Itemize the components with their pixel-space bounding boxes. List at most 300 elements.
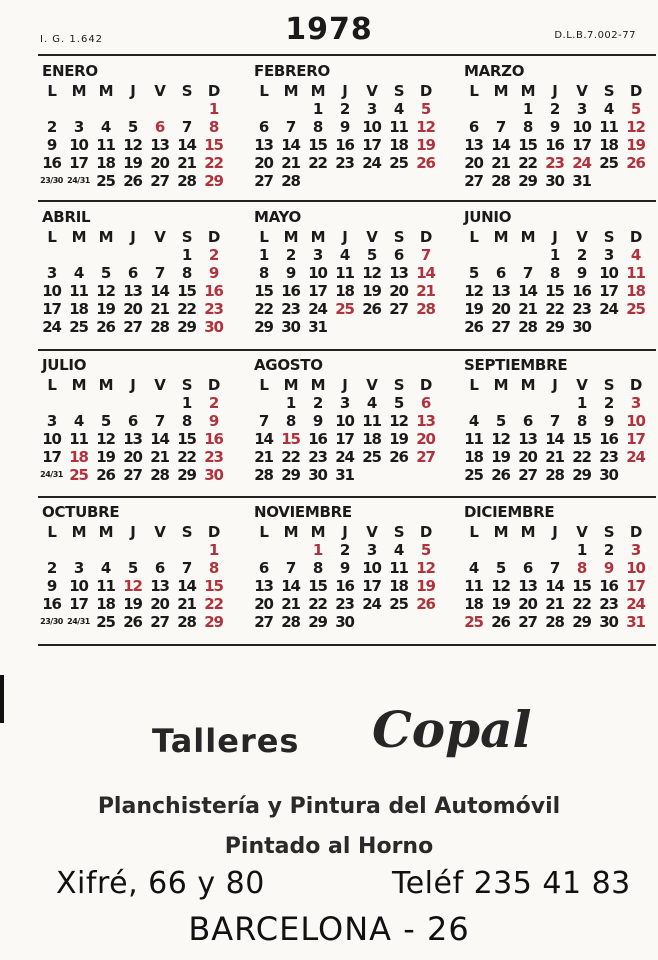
weekday-label: M [98, 523, 113, 541]
day-cell: 14 [518, 282, 537, 300]
day-cell: 16 [335, 136, 354, 154]
day-cell: 22 [572, 448, 591, 466]
week-row [250, 595, 440, 613]
day-cell: 6 [522, 412, 533, 430]
day-cell: 20 [518, 595, 537, 613]
day-cell: 16 [204, 282, 223, 300]
day-cell: 17 [69, 154, 88, 172]
weekday-label: L [47, 523, 56, 541]
day-cell: 7 [154, 264, 165, 282]
day-cell: 1 [285, 394, 296, 412]
day-cell: 14 [150, 282, 169, 300]
month-name: JUNIO [464, 208, 512, 226]
day-cell: 21 [254, 448, 273, 466]
day-cell: 1 [522, 100, 533, 118]
day-cell: 1 [549, 246, 560, 264]
month-name: OCTUBRE [42, 503, 120, 521]
day-cell: 4 [393, 541, 404, 559]
day-cell: 5 [393, 394, 404, 412]
day-cell: 20 [518, 448, 537, 466]
day-cell: 7 [285, 559, 296, 577]
day-cell: 21 [491, 154, 510, 172]
weekday-label: M [71, 228, 86, 246]
weekday-label: D [629, 376, 642, 394]
week-row [460, 118, 650, 136]
month-name: JULIO [42, 356, 87, 374]
day-cell: 25 [69, 318, 88, 336]
weekday-label: D [419, 228, 432, 246]
day-cell: 8 [312, 559, 323, 577]
day-cell: 22 [572, 595, 591, 613]
day-cell: 8 [258, 264, 269, 282]
day-cell: 10 [362, 118, 381, 136]
day-cell: 27 [123, 318, 142, 336]
day-cell: 21 [177, 154, 196, 172]
day-cell: 27 [416, 448, 435, 466]
day-grid [460, 376, 650, 484]
weekday-label: S [603, 82, 614, 100]
day-cell: 7 [181, 118, 192, 136]
weekday-label: M [283, 376, 298, 394]
day-cell: 2 [312, 394, 323, 412]
day-cell: 8 [549, 264, 560, 282]
day-cell: 2 [549, 100, 560, 118]
weekday-label: V [154, 228, 165, 246]
day-cell: 2 [46, 118, 57, 136]
day-cell: 5 [127, 559, 138, 577]
weekday-label: M [71, 82, 86, 100]
day-cell: 16 [308, 430, 327, 448]
legal-deposit-code: D.L.B.7.002-77 [554, 30, 636, 41]
day-cell: 8 [208, 118, 219, 136]
day-cell: 19 [362, 282, 381, 300]
address: Xifré, 66 y 80 [56, 866, 265, 901]
month-octubre [38, 503, 238, 643]
day-cell: 27 [518, 613, 537, 631]
day-cell: 27 [254, 613, 273, 631]
day-cell: 30 [572, 318, 591, 336]
day-grid [250, 523, 440, 631]
week-row [38, 100, 228, 118]
year-title: 1978 [285, 12, 373, 47]
weekday-label: M [310, 376, 325, 394]
week-row [38, 430, 228, 448]
day-cell: 18 [389, 136, 408, 154]
day-cell: 18 [464, 595, 483, 613]
day-cell: 3 [339, 394, 350, 412]
day-cell: 29 [254, 318, 273, 336]
day-cell: 4 [393, 100, 404, 118]
day-cell: 31 [626, 613, 645, 631]
weekday-label: S [181, 228, 192, 246]
weekday-header [460, 228, 650, 246]
day-cell: 30 [204, 466, 223, 484]
day-cell: 26 [123, 613, 142, 631]
weekday-label: L [259, 523, 268, 541]
weekday-label: J [552, 228, 557, 246]
day-cell: 8 [576, 559, 587, 577]
month-marzo [460, 62, 658, 202]
day-cell: 7 [285, 118, 296, 136]
rule-row2 [38, 349, 656, 351]
day-cell: 19 [123, 595, 142, 613]
day-cell: 19 [626, 136, 645, 154]
day-cell: 28 [254, 466, 273, 484]
weekday-label: V [576, 376, 587, 394]
weekday-label: M [71, 523, 86, 541]
week-row [38, 394, 228, 412]
weekday-label: L [47, 82, 56, 100]
day-cell: 19 [123, 154, 142, 172]
day-cell: 29 [177, 318, 196, 336]
day-cell: 13 [518, 430, 537, 448]
weekday-label: S [181, 523, 192, 541]
day-cell: 7 [154, 412, 165, 430]
weekday-label: J [552, 82, 557, 100]
day-cell: 28 [177, 172, 196, 190]
weekday-header [460, 376, 650, 394]
weekday-header [460, 82, 650, 100]
weekday-label: J [342, 82, 347, 100]
day-cell: 12 [96, 430, 115, 448]
weekday-label: V [576, 82, 587, 100]
day-cell: 19 [96, 448, 115, 466]
day-cell: 19 [491, 448, 510, 466]
day-cell: 24 [599, 300, 618, 318]
day-grid [250, 82, 440, 190]
brand-copal-logo: Copal [372, 700, 532, 759]
day-cell: 17 [69, 595, 88, 613]
day-cell: 9 [46, 136, 57, 154]
day-cell: 21 [281, 154, 300, 172]
day-cell: 17 [572, 136, 591, 154]
week-row [460, 300, 650, 318]
day-cell: 8 [208, 559, 219, 577]
day-cell: 30 [599, 613, 618, 631]
day-cell: 13 [123, 282, 142, 300]
weekday-label: J [130, 523, 135, 541]
day-cell: 30 [308, 466, 327, 484]
day-cell: 23 [545, 154, 564, 172]
day-cell: 7 [181, 559, 192, 577]
week-row [250, 613, 440, 631]
weekday-label: V [154, 82, 165, 100]
month-name: DICIEMBRE [464, 503, 555, 521]
day-cell: 22 [204, 595, 223, 613]
day-cell: 26 [491, 613, 510, 631]
day-cell: 17 [626, 577, 645, 595]
print-code: I. G. 1.642 [40, 34, 104, 45]
day-cell: 9 [603, 412, 614, 430]
week-row [460, 282, 650, 300]
day-cell: 13 [389, 264, 408, 282]
weekday-label: L [469, 523, 478, 541]
day-cell: 2 [339, 100, 350, 118]
day-cell: 6 [127, 264, 138, 282]
day-cell: 31 [308, 318, 327, 336]
day-cell: 17 [362, 136, 381, 154]
weekday-label: M [310, 228, 325, 246]
day-cell: 29 [204, 613, 223, 631]
day-cell: 24/31 [67, 617, 90, 626]
day-cell: 15 [281, 430, 300, 448]
day-cell: 29 [177, 466, 196, 484]
day-cell: 30 [281, 318, 300, 336]
day-cell: 11 [362, 412, 381, 430]
day-cell: 6 [258, 118, 269, 136]
day-cell: 19 [491, 595, 510, 613]
weekday-label: M [310, 82, 325, 100]
day-cell: 9 [208, 264, 219, 282]
day-cell: 10 [626, 559, 645, 577]
week-row [250, 282, 440, 300]
weekday-label: M [493, 376, 508, 394]
week-row [250, 466, 440, 484]
day-cell: 17 [626, 430, 645, 448]
day-cell: 15 [572, 430, 591, 448]
day-cell: 3 [366, 100, 377, 118]
weekday-label: M [283, 228, 298, 246]
day-cell: 1 [576, 394, 587, 412]
day-cell: 3 [312, 246, 323, 264]
weekday-label: M [493, 523, 508, 541]
day-cell: 24 [362, 595, 381, 613]
day-cell: 10 [69, 577, 88, 595]
weekday-label: M [310, 523, 325, 541]
day-cell: 14 [254, 430, 273, 448]
week-row [38, 136, 228, 154]
day-cell: 22 [177, 448, 196, 466]
weekday-header [460, 523, 650, 541]
day-cell: 28 [518, 318, 537, 336]
day-cell: 25 [69, 466, 88, 484]
week-row [38, 300, 228, 318]
day-cell: 16 [572, 282, 591, 300]
week-row [250, 172, 440, 190]
day-cell: 19 [389, 430, 408, 448]
day-cell: 1 [181, 246, 192, 264]
day-cell: 25 [389, 154, 408, 172]
day-cell: 11 [335, 264, 354, 282]
day-cell: 5 [420, 100, 431, 118]
week-row [460, 100, 650, 118]
month-enero [38, 62, 238, 202]
day-cell: 13 [150, 136, 169, 154]
day-cell: 6 [154, 559, 165, 577]
weekday-label: L [469, 228, 478, 246]
day-cell: 21 [177, 595, 196, 613]
week-row [460, 264, 650, 282]
day-cell: 24 [572, 154, 591, 172]
day-cell: 17 [335, 430, 354, 448]
day-cell: 14 [150, 430, 169, 448]
day-cell: 19 [96, 300, 115, 318]
day-cell: 6 [522, 559, 533, 577]
day-cell: 20 [150, 154, 169, 172]
day-grid [38, 82, 228, 190]
week-row [250, 412, 440, 430]
day-cell: 10 [599, 264, 618, 282]
day-cell: 18 [96, 595, 115, 613]
day-cell: 24 [626, 595, 645, 613]
day-cell: 18 [69, 300, 88, 318]
weekday-label: D [419, 376, 432, 394]
day-cell: 23 [335, 595, 354, 613]
day-cell: 27 [518, 466, 537, 484]
day-cell: 25 [464, 613, 483, 631]
day-cell: 11 [389, 118, 408, 136]
month-noviembre [250, 503, 450, 643]
day-cell: 4 [100, 559, 111, 577]
day-cell: 14 [416, 264, 435, 282]
day-cell: 11 [69, 430, 88, 448]
day-cell: 18 [362, 430, 381, 448]
day-cell: 12 [416, 118, 435, 136]
weekday-label: V [154, 523, 165, 541]
day-cell: 13 [464, 136, 483, 154]
day-cell: 27 [123, 466, 142, 484]
day-cell: 27 [464, 172, 483, 190]
day-cell: 9 [208, 412, 219, 430]
day-cell: 26 [491, 466, 510, 484]
day-cell: 2 [339, 541, 350, 559]
week-row [250, 264, 440, 282]
week-row [460, 136, 650, 154]
day-cell: 6 [393, 246, 404, 264]
day-cell: 19 [464, 300, 483, 318]
week-row [460, 246, 650, 264]
rule-bottom [38, 644, 656, 646]
day-cell: 27 [150, 172, 169, 190]
day-cell: 21 [416, 282, 435, 300]
day-cell: 28 [177, 613, 196, 631]
week-row [250, 559, 440, 577]
day-cell: 11 [626, 264, 645, 282]
weekday-header [250, 523, 440, 541]
day-cell: 4 [603, 100, 614, 118]
day-cell: 15 [308, 577, 327, 595]
day-cell: 24 [42, 318, 61, 336]
phone: Teléf 235 41 83 [392, 866, 631, 901]
day-cell: 25 [362, 448, 381, 466]
day-cell: 31 [335, 466, 354, 484]
week-row [38, 466, 228, 484]
week-row [460, 394, 650, 412]
day-cell: 24/31 [40, 470, 63, 479]
day-cell: 10 [335, 412, 354, 430]
day-cell: 11 [464, 430, 483, 448]
services-line: Planchistería y Pintura del Automóvil [97, 794, 561, 819]
day-cell: 16 [335, 577, 354, 595]
week-row [250, 246, 440, 264]
weekday-label: M [520, 228, 535, 246]
week-row [38, 541, 228, 559]
day-cell: 7 [420, 246, 431, 264]
services-subline: Pintado al Horno [224, 834, 434, 859]
weekday-label: D [419, 523, 432, 541]
day-cell: 13 [123, 430, 142, 448]
day-cell: 15 [572, 577, 591, 595]
weekday-label: L [469, 82, 478, 100]
day-cell: 25 [96, 613, 115, 631]
day-cell: 1 [576, 541, 587, 559]
week-row [250, 577, 440, 595]
day-cell: 3 [576, 100, 587, 118]
weekday-label: L [259, 376, 268, 394]
month-name: SEPTIEMBRE [464, 356, 568, 374]
day-cell: 6 [495, 264, 506, 282]
day-cell: 8 [181, 264, 192, 282]
day-cell: 24 [335, 448, 354, 466]
weekday-label: L [469, 376, 478, 394]
day-cell: 15 [204, 136, 223, 154]
day-cell: 13 [254, 577, 273, 595]
day-cell: 10 [69, 136, 88, 154]
weekday-label: V [366, 82, 377, 100]
week-row [250, 300, 440, 318]
day-cell: 10 [362, 559, 381, 577]
day-cell: 18 [69, 448, 88, 466]
day-cell: 3 [73, 118, 84, 136]
day-cell: 18 [599, 136, 618, 154]
day-cell: 15 [308, 136, 327, 154]
day-cell: 3 [630, 394, 641, 412]
day-cell: 25 [389, 595, 408, 613]
weekday-label: M [98, 376, 113, 394]
day-cell: 9 [312, 412, 323, 430]
day-cell: 2 [576, 246, 587, 264]
week-row [250, 136, 440, 154]
day-cell: 1 [181, 394, 192, 412]
day-cell: 3 [73, 559, 84, 577]
day-cell: 9 [46, 577, 57, 595]
day-cell: 20 [254, 595, 273, 613]
weekday-label: D [207, 523, 220, 541]
weekday-label: D [207, 82, 220, 100]
week-row [250, 430, 440, 448]
day-cell: 7 [522, 264, 533, 282]
day-cell: 25 [464, 466, 483, 484]
day-cell: 24 [308, 300, 327, 318]
day-cell: 23 [308, 448, 327, 466]
weekday-label: V [576, 228, 587, 246]
day-cell: 29 [545, 318, 564, 336]
day-grid [460, 228, 650, 336]
day-cell: 12 [123, 136, 142, 154]
month-name: MAYO [254, 208, 301, 226]
weekday-label: M [283, 523, 298, 541]
day-cell: 3 [630, 541, 641, 559]
day-cell: 30 [545, 172, 564, 190]
week-row [460, 318, 650, 336]
city: BARCELONA - 26 [188, 910, 470, 948]
day-cell: 24 [362, 154, 381, 172]
weekday-label: M [71, 376, 86, 394]
week-row [38, 264, 228, 282]
week-row [38, 577, 228, 595]
day-cell: 9 [285, 264, 296, 282]
week-row [38, 595, 228, 613]
weekday-label: M [520, 376, 535, 394]
day-cell: 20 [254, 154, 273, 172]
day-grid [38, 376, 228, 484]
week-row [250, 100, 440, 118]
day-cell: 14 [177, 136, 196, 154]
day-cell: 7 [495, 118, 506, 136]
day-cell: 11 [599, 118, 618, 136]
day-cell: 23 [281, 300, 300, 318]
day-grid [38, 228, 228, 336]
